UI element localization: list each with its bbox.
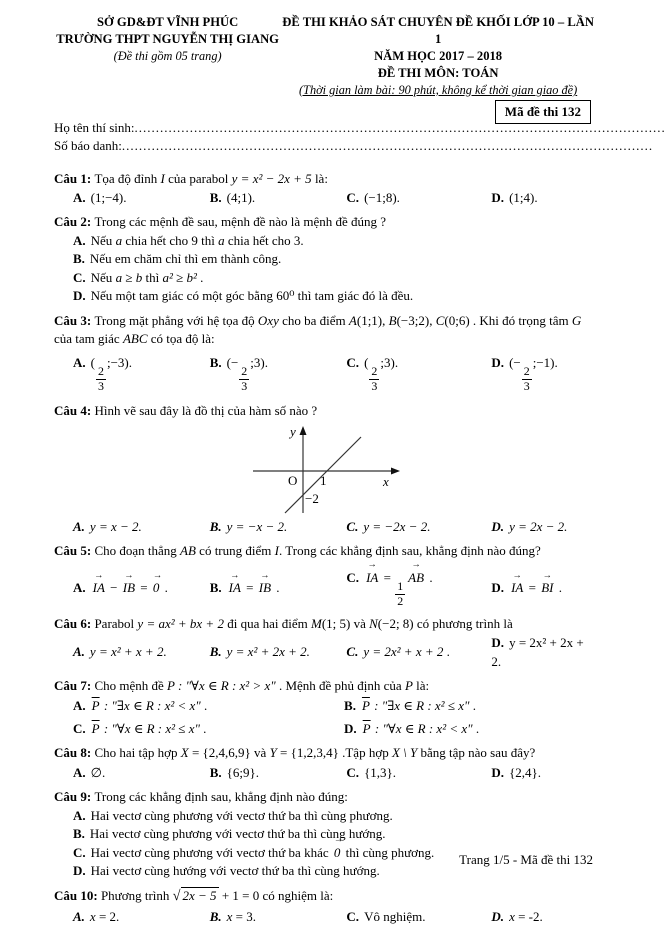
header: [54, 14, 595, 99]
x-axis-arrow-icon: [391, 467, 400, 474]
question-1: [54, 170, 595, 208]
question-text: Câu 5: Cho đoạn thẳng AB có trung điểm I. Trong các khẳng định sau, khẳng định nào đúng?: [54, 542, 595, 560]
option-D: D. Nếu một tam giác có một góc bằng 60⁰ thì tam giác đó là đều.: [73, 287, 595, 305]
option-D: D. Hai vectơ cùng hướng với vectơ thứ ba thì cùng hướng.: [73, 862, 595, 880]
department-name: SỞ GD&ĐT VĨNH PHÚC: [54, 14, 281, 31]
option-A: A. (1;−4).: [73, 189, 210, 207]
question-text: Câu 1: Tọa độ đỉnh I của parabol y = x² − 2x + 5 là:: [54, 170, 595, 188]
options: [54, 518, 595, 536]
origin-label: O: [288, 473, 297, 488]
option-key: A.: [73, 355, 86, 370]
student-name-label: Họ tên thí sinh:: [54, 119, 135, 137]
question-label: Câu 9:: [54, 789, 94, 804]
option-key: A.: [73, 765, 86, 780]
option-B: B. (4;1).: [210, 189, 347, 207]
option-D: D. (− $\frac{2}{3}$ ;−1).: [491, 354, 595, 394]
student-name-line: [54, 119, 426, 137]
option-B: B. x = 3.: [210, 908, 347, 926]
option-key: C.: [346, 519, 358, 534]
option-key: A.: [73, 233, 86, 248]
question-text: Câu 10: Phương trình √ 2x − 5 + 1 = 0 có nghiệm là:: [54, 886, 595, 906]
option-key: B.: [210, 519, 222, 534]
option-C: C. {1,3}.: [346, 764, 491, 782]
option-C: C. $\overline{P}$ : "∀x ∈ R : x² ≤ x" .: [73, 720, 344, 738]
y-axis-arrow-icon: [299, 426, 306, 435]
option-key: A.: [73, 808, 86, 823]
school-name: TRƯỜNG THPT NGUYỄN THỊ GIANG: [54, 31, 281, 48]
option-D: D. (1;4).: [491, 189, 595, 207]
options: [54, 697, 595, 738]
option-key: D.: [491, 765, 504, 780]
option-key: B.: [210, 355, 222, 370]
question-label: Câu 8:: [54, 745, 94, 760]
option-C: C. Hai vectơ cùng phương với vectơ thứ ba khác 0 → thì cùng phương.: [73, 844, 595, 862]
option-A: A. Hai vectơ cùng phương với vectơ thứ ba thì cùng phương.: [73, 807, 595, 825]
option-key: B.: [210, 765, 222, 780]
pages-note: (Đề thi gồm 05 trang): [54, 48, 281, 65]
questions: [54, 170, 595, 926]
question-8: [54, 744, 595, 782]
option-key: D.: [73, 288, 86, 303]
option-key: D.: [73, 863, 86, 878]
options: [54, 562, 595, 609]
y-tick-label: −2: [305, 491, 319, 506]
option-C: C. Nếu a ≥ b thì a² ≥ b² .: [73, 269, 595, 287]
option-key: D.: [491, 580, 504, 595]
question-text: Câu 4: Hình vẽ sau đây là đồ thị của hàm số nào ?: [54, 402, 595, 420]
x-axis-label: x: [382, 474, 389, 489]
option-B: B. {6;9}.: [210, 764, 347, 782]
header-left: [54, 14, 281, 99]
exam-code-box: Mã đề thi 132: [495, 100, 591, 124]
exam-subject: ĐỀ THI MÔN: TOÁN: [281, 65, 595, 82]
option-key: B.: [210, 644, 222, 659]
option-A: A. ( $\frac{2}{3}$ ;−3).: [73, 354, 210, 394]
option-key: C.: [346, 644, 358, 659]
option-B: B. (− $\frac{2}{3}$ ;3).: [210, 354, 347, 394]
option-C: C. IA → = $\frac{1}{2}$ AB → .: [346, 569, 491, 609]
option-key: B.: [210, 190, 222, 205]
option-B: B. y = −x − 2.: [210, 518, 347, 536]
question-2: [54, 213, 595, 305]
option-key: A.: [73, 644, 85, 659]
options: [54, 232, 595, 306]
question-4: [54, 402, 595, 536]
option-D: D. $\overline{P}$ : "∀x ∈ R : x² < x" .: [344, 720, 595, 738]
question-label: Câu 2:: [54, 214, 94, 229]
option-key: D.: [491, 635, 504, 650]
option-key: D.: [491, 190, 504, 205]
exam-title: ĐỀ THI KHẢO SÁT CHUYÊN ĐỀ KHỐI LỚP 10 – LẦN 1: [281, 14, 595, 48]
option-C: C. Vô nghiệm.: [346, 908, 491, 926]
option-C: C. (−1;8).: [346, 189, 491, 207]
option-C: C. ( $\frac{2}{3}$ ;3).: [346, 354, 491, 394]
page-footer: Trang 1/5 - Mã đề thi 132: [459, 851, 593, 869]
option-key: D.: [344, 721, 357, 736]
option-key: A.: [73, 519, 85, 534]
question-6: [54, 615, 595, 671]
student-id-blank: .............................................................................................................................: [122, 137, 653, 155]
option-key: A.: [73, 190, 86, 205]
question-text: Câu 2: Trong các mệnh đề sau, mệnh đề nào là mệnh đề đúng ?: [54, 213, 595, 231]
header-right: [281, 14, 595, 99]
question-label: Câu 7:: [54, 678, 94, 693]
option-key: B.: [210, 909, 222, 924]
question-text: Câu 8: Cho hai tập hợp X = {2,4,6,9} và Y = {1,2,3,4} .Tập hợp X \ Y bằng tập nào sau đây?: [54, 744, 595, 762]
option-B: B. Nếu em chăm chỉ thì em thành công.: [73, 250, 595, 268]
student-name-blank: .............................................................................................................................: [135, 119, 666, 137]
question-text: Câu 7: Cho mệnh đề P : "∀x ∈ R : x² > x" . Mệnh đề phủ định của P là:: [54, 677, 595, 695]
option-key: C.: [346, 765, 359, 780]
option-key: D.: [491, 909, 504, 924]
option-C: C. y = 2x² + x + 2 .: [346, 643, 491, 661]
x-tick-label: 1: [320, 473, 327, 488]
school-year: NĂM HỌC 2017 – 2018: [281, 48, 595, 65]
option-key: D.: [491, 519, 504, 534]
question-label: Câu 3:: [54, 313, 94, 328]
option-key: A.: [73, 909, 85, 924]
question-5: [54, 542, 595, 608]
options: [54, 189, 595, 207]
option-key: D.: [491, 355, 504, 370]
option-A: A. IA → − IB → = 0 → .: [73, 579, 210, 597]
question-label: Câu 5:: [54, 543, 94, 558]
option-D: D. x = -2.: [491, 908, 595, 926]
option-key: C.: [346, 355, 359, 370]
option-A: A. ∅.: [73, 764, 210, 782]
option-key: C.: [346, 909, 359, 924]
question-text: Câu 9: Trong các khẳng định sau, khẳng định nào đúng:: [54, 788, 595, 806]
option-A: A. y = x² + x + 2.: [73, 643, 210, 661]
student-id-line: [54, 137, 426, 155]
question-3: [54, 312, 595, 397]
question-text: Câu 6: Parabol y = ax² + bx + 2 đi qua hai điểm M(1; 5) và N(−2; 8) có phương trình là: [54, 615, 595, 633]
question-text: Câu 3: Trong mặt phẳng với hệ tọa độ Oxy cho ba điểm A(1;1), B(−3;2), C(0;6) . Khi đó trọng tâm G của tam giác ABC có tọa độ là:: [54, 312, 595, 349]
options: [54, 634, 595, 671]
options: [54, 807, 595, 881]
option-key: B.: [210, 580, 222, 595]
option-key: A.: [73, 580, 86, 595]
option-key: C.: [73, 721, 86, 736]
options: [54, 764, 595, 782]
option-key: B.: [344, 698, 356, 713]
option-A: A. Nếu a chia hết cho 9 thì a chia hết cho 3.: [73, 232, 595, 250]
question-10: [54, 886, 595, 926]
question-label: Câu 1:: [54, 171, 94, 186]
time-note: (Thời gian làm bài: 90 phút, không kể thời gian giao đề): [281, 82, 595, 99]
options: [54, 350, 595, 397]
option-key: C.: [346, 570, 359, 585]
question-label: Câu 6:: [54, 616, 94, 631]
option-key: C.: [346, 190, 359, 205]
option-C: C. y = −2x − 2.: [346, 518, 491, 536]
option-D: D. {2,4}.: [491, 764, 595, 782]
option-A: A. $\overline{P}$ : "∃x ∈ R : x² < x" .: [73, 697, 344, 715]
options: [54, 908, 595, 926]
option-key: C.: [73, 270, 86, 285]
question-label: Câu 10:: [54, 888, 101, 903]
student-id-label: Số báo danh:: [54, 137, 122, 155]
y-axis-label: y: [288, 424, 296, 439]
option-A: A. x = 2.: [73, 908, 210, 926]
option-B: B. y = x² + 2x + 2.: [210, 643, 347, 661]
option-key: A.: [73, 698, 86, 713]
option-key: C.: [73, 845, 86, 860]
question-label: Câu 4:: [54, 403, 94, 418]
option-B: B. $\overline{P}$ : "∃x ∈ R : x² ≤ x" .: [344, 697, 595, 715]
student-info: [54, 119, 426, 156]
option-D: D. y = 2x² + 2x + 2.: [491, 634, 595, 671]
option-B: B. IA → = IB → .: [210, 579, 347, 597]
option-D: D. IA → = BI → .: [491, 579, 595, 597]
option-A: A. y = x − 2.: [73, 518, 210, 536]
option-key: B.: [73, 826, 85, 841]
function-graph: [235, 423, 415, 517]
option-key: B.: [73, 251, 85, 266]
question-7: [54, 677, 595, 738]
option-B: B. Hai vectơ cùng phương với vectơ thứ ba thì cùng hướng.: [73, 825, 595, 843]
option-D: D. y = 2x − 2.: [491, 518, 595, 536]
